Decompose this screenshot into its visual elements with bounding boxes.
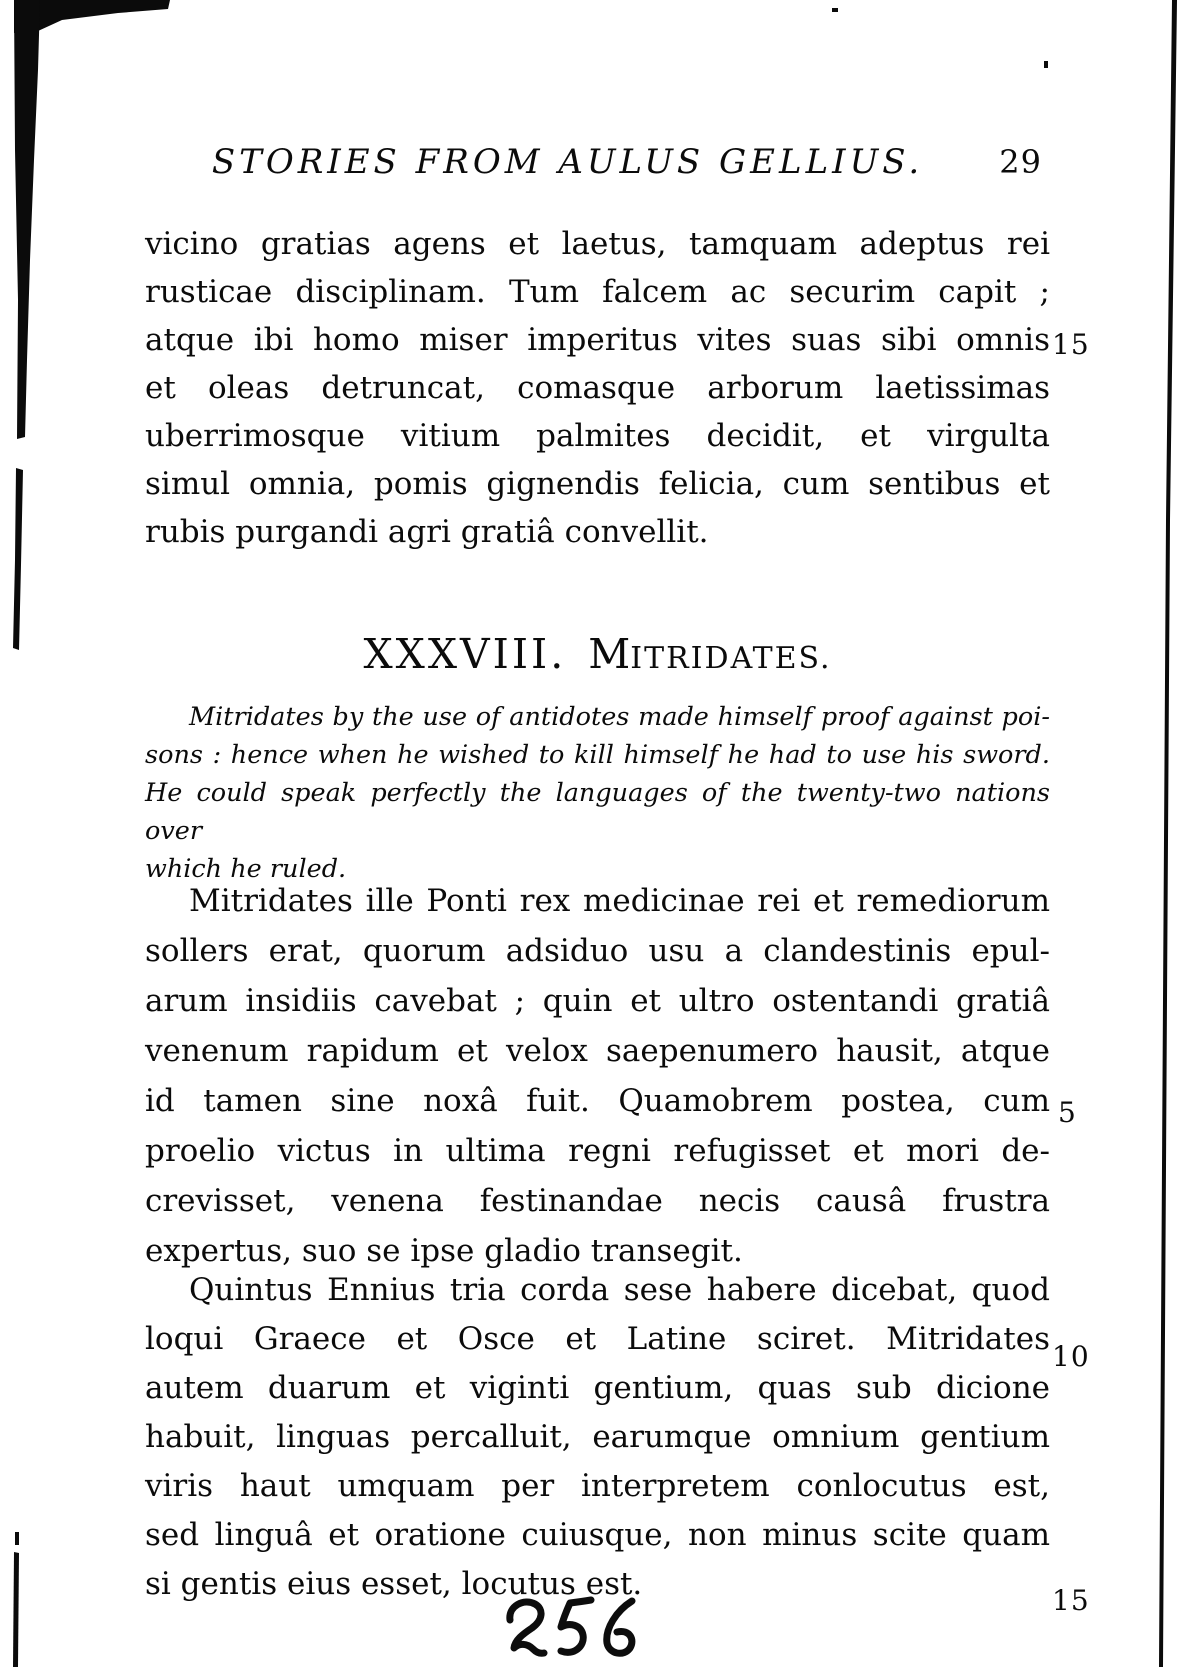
text-line: et oleas detruncat, comasque arborum laetissimas bbox=[145, 370, 1050, 406]
handwritten-digit-5 bbox=[561, 1600, 591, 1652]
text-line: uberrimosque vitium palmites decidit, et virgulta bbox=[145, 418, 1050, 454]
paragraph-3 bbox=[145, 1266, 1050, 1609]
paragraph-1 bbox=[145, 220, 1050, 556]
section-title: ITRIDATES. bbox=[630, 641, 832, 676]
paragraph-2 bbox=[145, 876, 1050, 1276]
text-line: habuit, linguas percalluit, earumque omnium gentium bbox=[145, 1419, 1050, 1455]
handwritten-digit-6 bbox=[607, 1601, 632, 1653]
text-line: loqui Graece et Osce et Latine sciret. Mitridates bbox=[145, 1321, 1050, 1357]
section-heading bbox=[145, 630, 1050, 678]
text-line: rusticae disciplinam. Tum falcem ac securim capit ; bbox=[145, 274, 1050, 310]
text-line: simul omnia, pomis gignendis felicia, cum sentibus et bbox=[145, 466, 1050, 502]
scan-crease-right bbox=[1159, 0, 1177, 1667]
margin-line-number: 15 bbox=[1052, 328, 1090, 361]
handwritten-digit-2 bbox=[510, 1602, 544, 1653]
text-line: proelio victus in ultima regni refugisset et mori de- bbox=[145, 1133, 1050, 1169]
text-line: rubis purgandi agri gratiâ convellit. bbox=[145, 514, 709, 550]
text-line: vicino gratias agens et laetus, tamquam adeptus rei bbox=[145, 226, 1050, 262]
page-number: 29 bbox=[999, 143, 1042, 181]
section-title-initial: M bbox=[588, 630, 631, 678]
text-line: sed linguâ et oratione cuiusque, non minus scite quam bbox=[145, 1517, 1050, 1553]
text-line: venenum rapidum et velox saepenumero hausit, atque bbox=[145, 1033, 1050, 1069]
summary-line: Mitridates by the use of antidotes made himself proof against poi- bbox=[189, 702, 1050, 732]
summary-line: which he ruled. bbox=[145, 854, 347, 884]
handwritten-number-256 bbox=[500, 1596, 660, 1660]
scan-specks bbox=[832, 8, 1048, 68]
margin-line-number: 10 bbox=[1052, 1340, 1090, 1373]
text-line: autem duarum et viginti gentium, quas sub dicione bbox=[145, 1370, 1050, 1406]
summary-line: He could speak perfectly the languages of the twenty-two nations over bbox=[145, 778, 1050, 846]
margin-line-number: 5 bbox=[1058, 1096, 1077, 1129]
summary-line: sons : hence when he wished to kill himself he had to use his sword. bbox=[145, 740, 1050, 770]
section-summary bbox=[145, 698, 1050, 888]
text-line: atque ibi homo miser imperitus vites suas sibi omnis bbox=[145, 322, 1050, 358]
section-number: XXXVIII. bbox=[363, 630, 567, 678]
running-header bbox=[145, 142, 1050, 188]
text-line: expertus, suo se ipse gladio transegit. bbox=[145, 1233, 743, 1269]
text-line: id tamen sine noxâ fuit. Quamobrem postea, cum bbox=[145, 1083, 1050, 1119]
text-line: viris haut umquam per interpretem conlocutus est, bbox=[145, 1468, 1050, 1504]
text-line: arum insidiis cavebat ; quin et ultro ostentandi gratiâ bbox=[145, 983, 1050, 1019]
text-line: crevisset, venena festinandae necis causâ frustra bbox=[145, 1183, 1050, 1219]
header-title: STORIES FROM AULUS GELLIUS. bbox=[211, 142, 924, 182]
text-line: Mitridates ille Ponti rex medicinae rei et remediorum bbox=[189, 883, 1050, 919]
text-line: si gentis eius esset, locutus est. bbox=[145, 1566, 643, 1602]
text-line: sollers erat, quorum adsiduo usu a clandestinis epul- bbox=[145, 933, 1050, 969]
text-line: Quintus Ennius tria corda sese habere dicebat, quod bbox=[189, 1272, 1050, 1308]
margin-line-number: 15 bbox=[1052, 1584, 1090, 1617]
